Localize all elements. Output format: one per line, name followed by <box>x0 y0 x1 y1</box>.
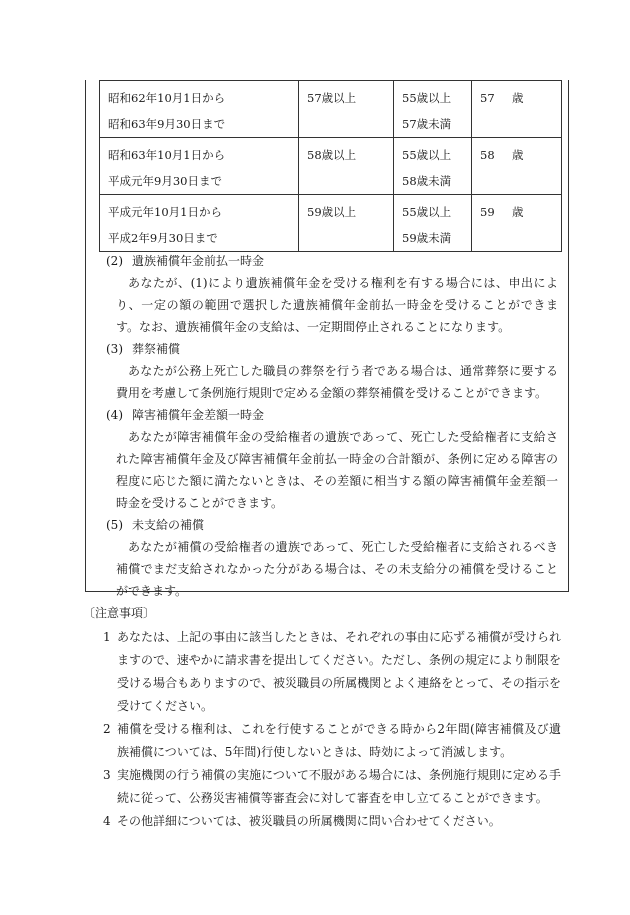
age-min: 57歳以上 <box>307 91 357 105</box>
section-body: あなたが、(1)により遺族補償年金を受ける権利を有する場合には、申出により、一定の額の範囲で選択した遺族補償年金前払一時金を受けることができます。なお、遺族補償年金の支給は、一定期間停止されることになります。 <box>116 276 558 334</box>
section-title: 遺族補償年金前払一時金 <box>132 254 265 268</box>
age-cell <box>299 81 394 138</box>
age-unit: 歳 <box>512 148 524 162</box>
age-number: 59 <box>480 205 495 219</box>
notes-heading: 〔注意事項〕 <box>83 606 156 620</box>
section-lump-sum <box>100 250 558 338</box>
table-row <box>100 138 562 195</box>
table-row <box>100 195 562 252</box>
age-table <box>99 80 562 252</box>
section-title: 障害補償年金差額一時金 <box>132 408 265 422</box>
note-text: その他詳細については、被災職員の所属機関に問い合わせてください。 <box>117 814 501 828</box>
age-value-cell <box>472 138 562 195</box>
period-cell <box>100 138 299 195</box>
section-number: (3) <box>106 342 123 356</box>
section-heading <box>100 514 558 536</box>
note-item <box>103 718 561 764</box>
section-heading <box>100 338 558 360</box>
period-to: 平成元年9月30日まで <box>108 174 222 188</box>
age-cell <box>299 138 394 195</box>
age-range-cell <box>394 138 472 195</box>
age-range-from: 55歳以上 <box>402 148 452 162</box>
note-item <box>103 626 561 718</box>
age-cell <box>299 195 394 252</box>
section-funeral <box>100 338 558 404</box>
age-unit: 歳 <box>512 205 524 219</box>
age-range-from: 55歳以上 <box>402 205 452 219</box>
age-range-to: 57歳未満 <box>402 117 452 131</box>
section-heading <box>100 250 558 272</box>
section-unpaid <box>100 514 558 602</box>
section-disability-difference <box>100 404 558 514</box>
age-range-to: 59歳未満 <box>402 231 452 245</box>
age-range-from: 55歳以上 <box>402 91 452 105</box>
section-body: あなたが補償の受給権者の遺族であって、死亡した受給権者に支給されるべき補償でまだ支給されなかった分がある場合は、その未支給分の補償を受けることができます。 <box>116 540 558 598</box>
note-number: 2 <box>103 722 111 736</box>
age-number: 58 <box>480 148 495 162</box>
age-min: 58歳以上 <box>307 148 357 162</box>
age-value-cell <box>472 195 562 252</box>
period-to: 昭和63年9月30日まで <box>108 117 226 131</box>
section-title: 未支給の補償 <box>132 518 205 532</box>
note-text: あなたは、上記の事由に該当したときは、それぞれの事由に応ずる補償が受けられますので、速やかに請求書を提出してください。ただし、条例の規定により制限を受ける場合もありますので、被災職員の所属機関とよく連絡をとって、その指示を受けてください。 <box>117 630 562 713</box>
age-min: 59歳以上 <box>307 205 357 219</box>
note-item <box>103 810 561 833</box>
age-unit: 歳 <box>512 91 524 105</box>
period-from: 平成元年10月1日から <box>108 205 222 219</box>
period-from: 昭和62年10月1日から <box>108 91 226 105</box>
note-text: 補償を受ける権利は、これを行使することができる時から2年間(障害補償及び遺族補償については、5年間)行使しないときは、時効によって消滅します。 <box>117 722 561 759</box>
section-number: (2) <box>106 254 123 268</box>
age-range-to: 58歳未満 <box>402 174 452 188</box>
section-body: あなたが公務上死亡した職員の葬祭を行う者である場合は、通常葬祭に要する費用を考慮して条例施行規則で定める金額の葬祭補償を受けることができます。 <box>116 364 558 400</box>
note-number: 1 <box>103 630 111 644</box>
table-row <box>100 81 562 138</box>
section-number: (4) <box>106 408 123 422</box>
period-cell <box>100 81 299 138</box>
section-title: 葬祭補償 <box>132 342 181 356</box>
note-number: 3 <box>103 768 111 782</box>
age-value-cell <box>472 81 562 138</box>
period-cell <box>100 195 299 252</box>
age-range-cell <box>394 195 472 252</box>
period-from: 昭和63年10月1日から <box>108 148 226 162</box>
period-to: 平成2年9月30日まで <box>108 231 218 245</box>
note-text: 実施機関の行う補償の実施について不服がある場合には、条例施行規則に定める手続に従って、公務災害補償等審査会に対して審査を申し立てることができます。 <box>117 768 561 805</box>
section-number: (5) <box>106 518 123 532</box>
age-number: 57 <box>480 91 495 105</box>
note-number: 4 <box>103 814 111 828</box>
note-item <box>103 764 561 810</box>
section-body: あなたが障害補償年金の受給権者の遺族であって、死亡した受給権者に支給された障害補償年金及び障害補償年金前払一時金の合計額が、条例に定める障害の程度に応じた額に満たないときは、その差額に相当する額の障害補償年金差額一時金を受けることができます。 <box>116 430 558 510</box>
age-range-cell <box>394 81 472 138</box>
section-heading <box>100 404 558 426</box>
